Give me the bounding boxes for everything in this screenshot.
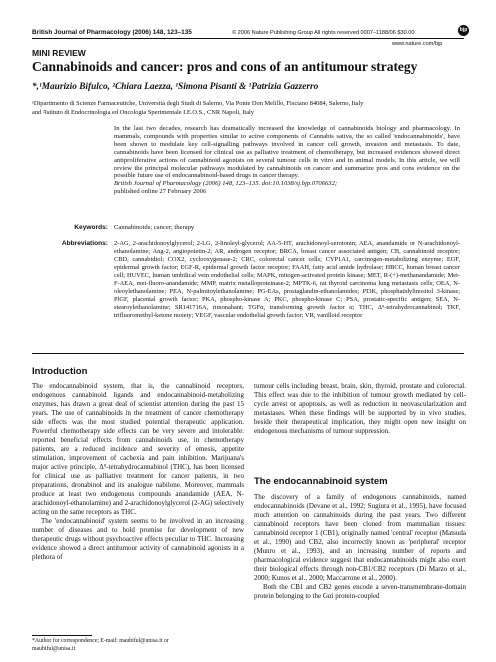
endo-paragraph-2: Both the CB1 and CB2 genes encode a seven-transmembrane-domain protein belonging to the Gαi protein-coupled [254,583,466,600]
author-list: *,¹Maurizio Bifulco, ²Chiara Laezza, ¹Simona Pisanti & ¹Patrizia Gazzerro [32,82,319,92]
journal-header: British Journal of Pharmacology (2006) 148, 123–135 [32,29,192,36]
abbreviations-label: Abbreviations: [61,240,108,247]
article-title: Cannabinoids and cancer: pros and cons of an antitumour strategy [32,59,418,74]
introduction-body [32,382,244,562]
journal-url-link[interactable]: www.nature.com/bjp [392,41,443,47]
published-line: published online 27 February 2006 [114,188,207,196]
endocannabinoid-heading: The endocannabinoid system [254,476,388,487]
keywords-text: Cannabinoids; cancer; therapy [114,224,195,231]
affiliations [32,100,472,117]
section-label: MINI REVIEW [32,48,86,58]
right-column-intro-continued [254,382,466,436]
copyright-line: © 2006 Nature Publishing Group All rights reserved 0007–1188/06 $30.00 [232,30,415,36]
intro-continued-paragraph: tumour cells including breast, brain, skin, thyroid, prostate and colorectal. This effect was due to the inhibition of tumour growth mediated by cell-cycle arrest or apoptosis, as well as reduction in neovascularization and metastases. When these findings will be supported by in vivo studies, beside their therapeutical implication, they might open new insight on endogenous mechanisms of tumour suppression. [254,382,466,435]
affiliation-1: ¹Dipartimento di Scienze Farmaceutiche, Università degli Studi di Salerno, Via Ponte Don Melillo, Fisciano 84084, Salerno, Italy [32,100,364,107]
affiliation-2: and ²Istituto di Endocrinologia ed Oncologia Sperimentale I.E.O.S., CNR Napoli, Italy [32,108,254,116]
footnote-line-2: maubiful@unisa.it [32,645,76,652]
endocannabinoid-body [254,493,466,601]
keywords-label: Keywords: [74,224,108,231]
abstract-block [114,125,460,196]
abbreviations-text: 2-AG, 2-arachidonoylglycerol; 2-LG, 2-linoleyl-glycerol; AA-5-HT, arachidonoyl-serotonin; AEA, anandamide or N-arachidonoyl-ethanolamine; Ang-2, angiopoietin-2; AR, androgen receptor; BRCA, breast cancer associated antigen; CB, cannabinoid receptor; CBD, cannabidiol; COX2, cyclooxygenase-2; CRC, colorectal cancer cells; CYP1A1, carcinogen-metabolizing enzyme; EGF, epidermal growth factor; EGF-R, epidermal growth factor receptor; FAAH, fatty acid amide hydrolase; HBCC, human breast cancer cell; HUVEC, human umbilical vein endothelial cells; MAPK, mitogen-activated protein kinase; MET, R-(+)-methanandamide; Met-F-AEA, met-fluoro-anandamide; MMP, matrix metalloproteinase-2; MPTK-6, rat thyroid carcinoma lung metastasis cells; OEA, N-oleoylethanolamine; PEA, N-palmitoylethanolamine; PG-EAs, prostaglandin-ethanolamides; PI3K, phosphatidylinositol 3-kinase; PlGF, placental growth factor; PKA, phospho-kinase A; PKC, phospho-kinase C; PSA, prostatic-specific antigen; SEA, N-stearoylethanolamine; SR141716A, rimonabant; TGFα, transforming growth factor α; THC, Δ⁹-tetrahydrocannabinol; TKF, trifluoromethyl-ketone moiety; VEGF, vascular endothelial growth factor; VR, vanilloid receptor [114,240,460,319]
footnote-line-1: *Author for correspondence; E-mail: maubiful@unisa.it or [32,638,169,644]
abstract-text: In the last two decades, research has dramatically increased the knowledge of cannabinoids biology and pharmacology. In mammals, compounds with properties similar to active components of Cannabis sativa, the so called 'endocannabinoids', have been shown to modulate key cell-signalling pathways involved in cancer cell growth, invasion and metastasis. To date, cannabinoids have been licensed for clinical use as palliative treatment of chemotherapy, but increased evidences showed direct antiproliferative actions of cannabinoid agonists on several tumour cells in vitro and in animal models. In this article, we will review the principal molecular pathways modulated by cannabinoids on cancer and summarize pros and cons evidence on the possible future use of endocannabinoid-based drugs in cancer therapy. [114,125,460,180]
intro-paragraph-1: The endocannabinoid system, that is, the cannabinoid receptors, endogenous cannabinoid ligands and endocannabinoid-metabolizing enzymes, has drawn a great deal of scientist attention during the past 15 years. The use of cannabinoids in the treatment of cancer chemotherapy side effects was the most studied potential therapeutic application. Powerful chemotherapy side effects can be very severe and intolerable: reported beneficial effects from cannabinoids use, in chemotherapy patients, are a reduced incidence and severity of emesis, appetite stimulation, improvement of cachexia and pain inhibition. Marijuana's major active principle, Δ⁹-tetrahydrocannabinol (THC), has been licensed for clinical use as palliative treatment for cancer patients, in two preparations, dronabinol and its analogue nabilone. Moreover, mammals produce at least two endogenous compounds anandamide (AEA, N-arachidonoyl-ethanolamine) and 2-arachidonoylglycerol (2-AG) selectively acting on the same receptors as THC. [32,382,244,516]
correspondence-footnote [32,638,169,653]
journal-logo-icon: bjp [458,25,469,36]
introduction-heading: Introduction [32,366,88,377]
citation-line: British Journal of Pharmacology (2006) 148, 123–135. doi:10.1038/sj.bjp.0706632; [114,180,338,188]
endo-paragraph-1: The discovery of a family of endogenous cannabinoids, named endocannabinoids (Devane et al., 1992; Sugiura et al., 1995), have focused much attention on cannabinoids during the past years. Two different cannabinoid receptors have been cloned from mammalian tissues: cannabinoid receptor 1 (CB1), originally named 'central' receptor (Matsuda et al., 1990) and CB2, also incorrectly known as 'peripheral' receptor (Munro et al., 1993), and an increasing number of reports and pharmacological evidence suggest that endocannabinoids might also exert their biological effects through non-CB1/CB2 receptors (Di Marzo et al., 2000; Kunos et al., 2000; Maccarrone et al., 2000). [254,493,466,582]
intro-paragraph-2: The 'endocannabinoid' system seems to be involved in an increasing number of diseases and to hold promise for development of new therapeutic drugs without psychoactive effects peculiar to THC. Increasing evidence showed a direct antitumour activity of cannabinoid agonists in a plethora of [32,517,244,561]
